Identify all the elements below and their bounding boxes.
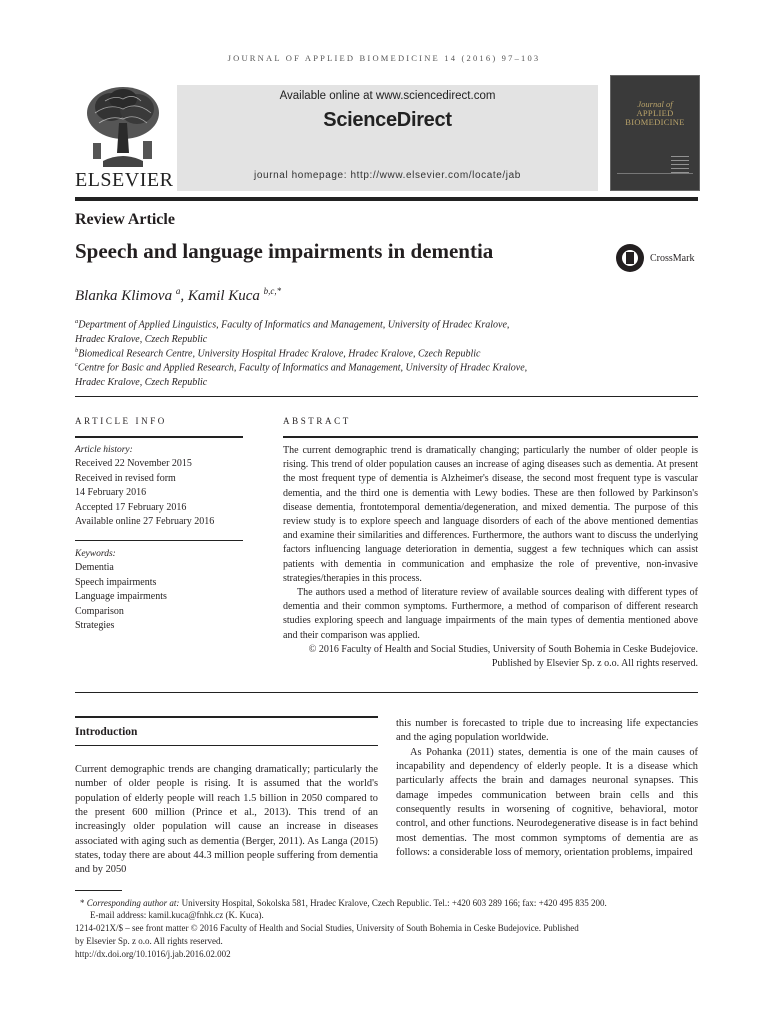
issn-line: 1214-021X/$ – see front matter © 2016 Faculty of Health and Social Studies, University of South Bohemia in Ceske Budejovice. Published	[75, 923, 579, 933]
affiliation-b: $^b$Biomedical Research Centre, University Hospital Hradec Kralove, Hradec Kralove, Czech Republic	[75, 347, 481, 360]
abstract-paragraph: The authors used a method of literature review of available sources dealing with different types of dementia and their common symptoms. Furthermore, a method of comparison of different research studies exploring speech and language impairments of the main types of dementia mentioned above and their comparison was applied.	[283, 587, 698, 641]
abstract-rule	[283, 436, 698, 438]
abstract-copyright: © 2016 Faculty of Health and Social Studies, University of South Bohemia in Ceske Budejovice. Published by Elsevier Sp. z o.o. All rights reserved.	[308, 643, 698, 670]
keywords-list	[75, 547, 243, 633]
article-type: Review Article	[75, 211, 175, 228]
abstract-paragraph: The current demographic trend is dramatically changing; particularly the number of older people is rising. This trend of older population causes an increase of aging diseases such as dementia. At present the most frequent type of dementia is Alzheimer's disease, the second most frequent type is vascular dementia, and the third one is dementia with Lewy bodies. These are then followed by Parkinson's disease dementia, frontotemporal dementia/degeneration, and mixed dementia. The purpose of this review study is to explore speech and language disorders of each of the above mentioned dementias and examine their similarities and differences. Furthermore, the authors want to discuss the underlying factors influencing language deterioration in dementia, suggest a few techniques which can assist patients with dementia in communication and emphasize the role of preventive, non-invasive strategies/therapies in this process.	[283, 445, 698, 584]
doi-link[interactable]: http://dx.doi.org/10.1016/j.jab.2016.02.002	[75, 949, 231, 959]
cover-footer	[617, 173, 693, 184]
article-info-rule	[75, 436, 243, 438]
history-item: Received 22 November 2015	[75, 458, 192, 470]
history-item: Accepted 17 February 2016	[75, 501, 187, 513]
affiliation-c: $^c$Centre for Basic and Applied Research, Faculty of Informatics and Management, University of Hradec Kralove, Hradec Kralove, Czech Republic	[75, 361, 528, 388]
header-divider	[75, 197, 698, 201]
abstract-bottom-rule	[75, 692, 698, 693]
body-paragraph: As Pohanka (2011) states, dementia is one of the main causes of incapability and dependency of elderly people. It is a disease which particularly affects the brain and damages neuronal synapses. This damage impedes communication between brain cells and this consequently results in worsening of cognitive, behavioral, motor control, and other functions. Neurodegenerative disease is in fact behind most dementias. The most common symptoms of dementia are as follows: a considerable loss of memory, orientation problems, impaired	[396, 746, 698, 859]
intro-top-rule	[75, 716, 378, 718]
intro-bottom-rule	[75, 745, 378, 746]
keywords-label: Keywords:	[75, 549, 116, 559]
article-info-heading: ARTICLE INFO	[75, 416, 167, 426]
body-column-left	[75, 763, 378, 878]
elsevier-tree-icon	[81, 83, 165, 167]
article-history-label: Article history:	[75, 445, 133, 455]
author-name[interactable]: Kamil Kuca	[187, 288, 260, 304]
journal-running-header: JOURNAL OF APPLIED BIOMEDICINE 14 (2016) 97–103	[227, 53, 541, 63]
history-item: 14 February 2016	[75, 487, 147, 499]
abstract-body	[283, 444, 698, 671]
cover-title-line1: Journal of	[637, 99, 673, 109]
introduction-heading: Introduction	[75, 726, 138, 738]
elsevier-wordmark: ELSEVIER	[75, 169, 174, 191]
section-divider	[75, 396, 698, 397]
footnote-rule	[75, 890, 122, 891]
rights-line: by Elsevier Sp. z o.o. All rights reserved.	[75, 936, 223, 946]
journal-cover-thumbnail	[610, 75, 700, 191]
journal-homepage-link[interactable]: journal homepage: http://www.elsevier.com/locate/jab	[254, 170, 521, 181]
author-affiliation-mark: a	[175, 286, 181, 296]
keyword: Speech impairments	[75, 576, 157, 588]
sciencedirect-logo: ScienceDirect	[323, 109, 452, 131]
sciencedirect-banner	[177, 85, 598, 191]
cover-title	[611, 100, 699, 127]
body-paragraph: Current demographic trends are changing dramatically; particularly the number of older people is rising. It is assumed that the world's population of elderly people will reach 1.5 billion in 2050 compared to the present 600 million (Prince et al., 2013). This trend of an increasingly older population will cause an increase in diseases associated with aging such as dementia (Berger, 2011). As Langa (2015) states, today there are about 44.3 million people suffering from dementia and by 2050	[75, 764, 378, 876]
article-title: Speech and language impairments in dementia	[75, 239, 494, 263]
keyword: Dementia	[75, 562, 114, 574]
available-online-text: Available online at www.sciencedirect.com	[279, 90, 496, 102]
history-item: Received in revised form	[75, 472, 176, 484]
author-name[interactable]: Blanka Klimova	[75, 288, 173, 304]
body-paragraph: this number is forecasted to triple due to increasing life expectancies and the aging population worldwide.	[396, 718, 698, 744]
cover-title-line3: BIOMEDICINE	[625, 117, 685, 127]
article-history	[75, 443, 243, 529]
author-affiliation-mark: b,c,*	[263, 286, 282, 296]
author-list: Blanka Klimova $^a$, Kamil Kuca $^{b,c,*}$	[75, 286, 282, 304]
keyword: Language impairments	[75, 591, 167, 603]
crossmark-label: CrossMark	[650, 253, 695, 264]
keyword: Comparison	[75, 605, 124, 617]
history-item: Available online 27 February 2016	[75, 516, 215, 528]
crossmark-icon	[616, 244, 644, 272]
crossmark-badge[interactable]	[616, 244, 706, 274]
cover-title-line2: APPLIED	[636, 108, 674, 118]
keyword: Strategies	[75, 620, 115, 632]
abstract-heading: ABSTRACT	[283, 416, 351, 426]
keywords-rule	[75, 540, 243, 541]
body-column-right	[396, 717, 698, 860]
corresponding-author-note: * Corresponding author at: University Hospital, Sokolska 581, Hradec Kralove, Czech Republic. Tel.: +420 603 289 166; fax: +420 495 835 200.	[80, 898, 607, 908]
email-address[interactable]: E-mail address: kamil.kuca@fnhk.cz (K. Kuca).	[90, 910, 264, 920]
elsevier-logo	[75, 83, 174, 191]
affiliation-a: $^a$Department of Applied Linguistics, Faculty of Informatics and Management, University of Hradec Kralove, Hradec Kralove, Czech Republic	[75, 318, 510, 345]
